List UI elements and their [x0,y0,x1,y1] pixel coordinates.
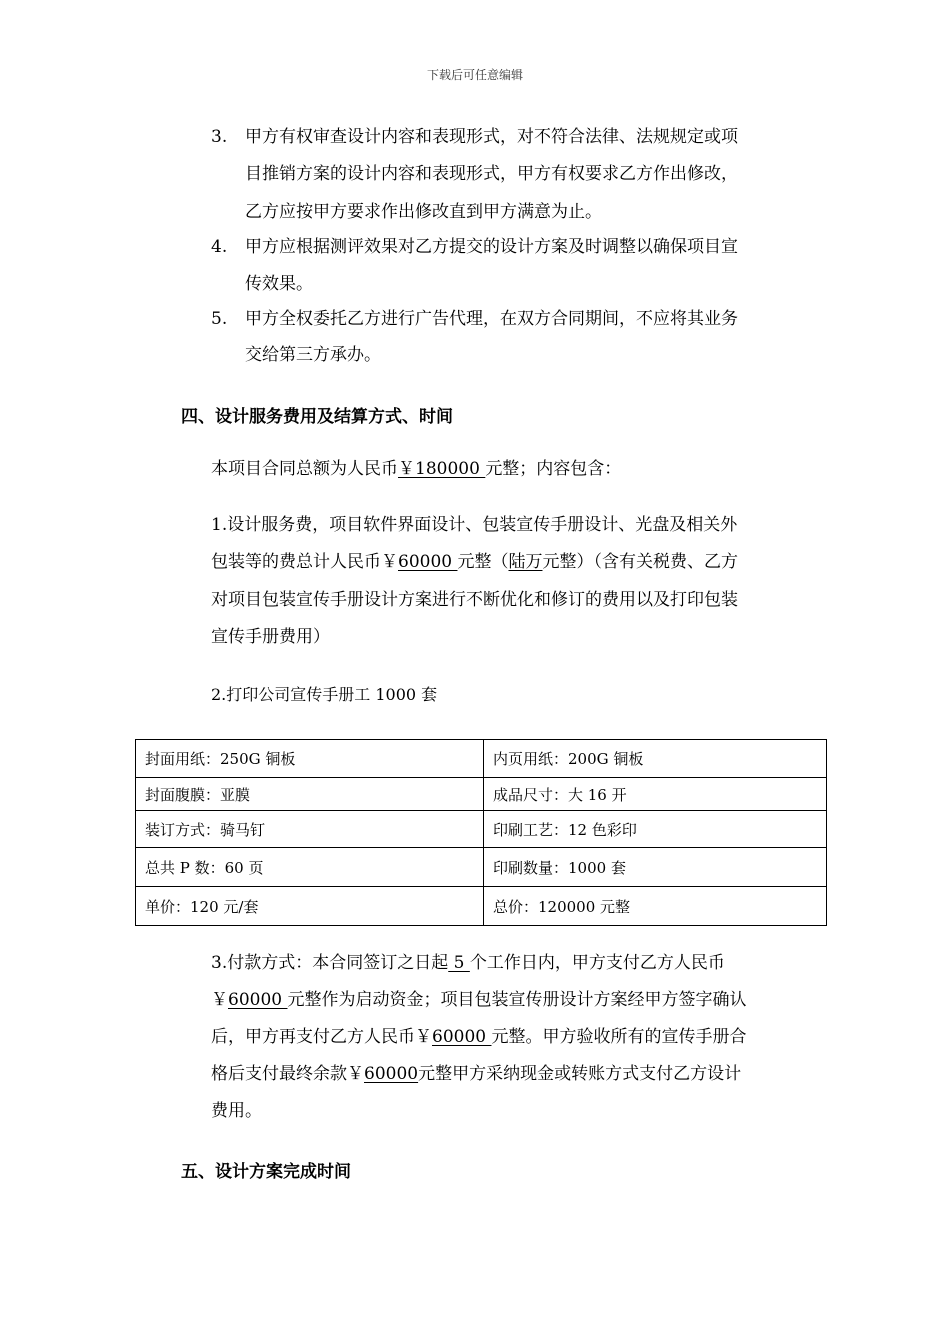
table-cell: 总价：120000 元整 [484,887,827,926]
contract-total-amount: ￥180000 [398,459,486,479]
design-fee-suffix: 元整）（含有关税费、乙方 [542,552,738,572]
obligation-3-line-1: 甲方有权审查设计内容和表现形式，对不符合法律、法规规定或项 [245,127,738,147]
contract-total-prefix: 本项目合同总额为人民币 [211,459,398,479]
design-fee-prefix: 包装等的费总计人民币￥ [211,552,398,572]
page-header: 下载后可任意编辑 [426,68,523,82]
startup-fund-amount: 60000 [228,990,288,1010]
table-cell: 单价：120 元/套 [136,887,484,926]
table-cell: 内页用纸：200G 铜板 [484,740,827,778]
table-row [136,811,827,848]
obligation-3-line-2: 目推销方案的设计内容和表现形式，甲方有权要求乙方作出修改， [245,164,738,184]
table-cell: 封面腹膜：亚膜 [136,778,484,811]
printing-item: 2.打印公司宣传手册工 1000 套 [211,685,438,704]
contract-total [211,459,621,479]
payment-line-2-suffix: 元整作为启动资金；项目包装宣传册设计方案经甲方签字确认 [287,990,747,1010]
design-fee-line-1: 1.设计服务费，项目软件界面设计、包装宣传手册设计、光盘及相关外 [211,515,738,535]
second-payment-amount: 60000 [432,1027,492,1047]
table-row [136,848,827,887]
payment-line-3-prefix: 后，甲方再支付乙方人民币￥ [211,1027,432,1047]
payment-line-4-suffix: 元整甲方采纳现金或转账方式支付乙方设计 [418,1064,742,1084]
payment-days: 5 [448,953,470,973]
table-cell: 印刷工艺：12 色彩印 [484,811,827,848]
design-fee-line-2 [211,552,738,572]
payment-line-5: 费用。 [211,1101,262,1121]
obligation-3-line-3: 乙方应按甲方要求作出修改直到甲方满意为止。 [245,202,602,222]
final-payment-amount: 60000 [364,1064,419,1084]
payment-line-2-prefix: ￥ [211,990,228,1010]
design-fee-words: 陆万 [508,552,543,572]
table-cell: 封面用纸：250G 铜板 [136,740,484,778]
table-cell: 装订方式：骑马钉 [136,811,484,848]
design-fee-line-3: 对项目包装宣传手册设计方案进行不断优化和修订的费用以及打印包装 [211,590,738,610]
payment-line-1-suffix: 个工作日内，甲方支付乙方人民币 [469,953,725,973]
item-number-3: 3. [211,127,228,147]
obligation-5-line-1: 甲方全权委托乙方进行广告代理，在双方合同期间，不应将其业务 [245,309,738,329]
design-fee-amount: 60000 [398,552,458,572]
printing-spec-table [135,739,827,926]
obligation-5-line-2: 交给第三方承办。 [245,345,381,365]
payment-line-4 [211,1064,741,1084]
design-fee-line-4: 宣传手册费用） [211,627,330,647]
section-5-heading: 五、设计方案完成时间 [181,1162,351,1182]
table-cell: 印刷数量：1000 套 [484,848,827,887]
table-row [136,778,827,811]
table-cell: 总共 P 数：60 页 [136,848,484,887]
table-row [136,740,827,778]
payment-line-1-prefix: 3.付款方式：本合同签订之日起 [211,953,449,973]
obligation-4-line-1: 甲方应根据测评效果对乙方提交的设计方案及时调整以确保项目宣 [245,237,738,257]
table-cell: 成品尺寸：大 16 开 [484,778,827,811]
item-number-5: 5. [211,309,228,329]
payment-line-3-suffix: 元整。甲方验收所有的宣传手册合 [491,1027,747,1047]
contract-total-suffix: 元整；内容包含： [485,459,622,479]
section-4-heading: 四、设计服务费用及结算方式、时间 [181,407,453,427]
design-fee-mid: 元整（ [457,552,509,572]
payment-line-2 [211,990,746,1010]
obligation-4-line-2: 传效果。 [245,274,313,294]
payment-line-4-prefix: 格后支付最终余款￥ [211,1064,364,1084]
table-row [136,887,827,926]
payment-line-1 [211,953,725,973]
item-number-4: 4. [211,237,228,257]
payment-line-3 [211,1027,746,1047]
